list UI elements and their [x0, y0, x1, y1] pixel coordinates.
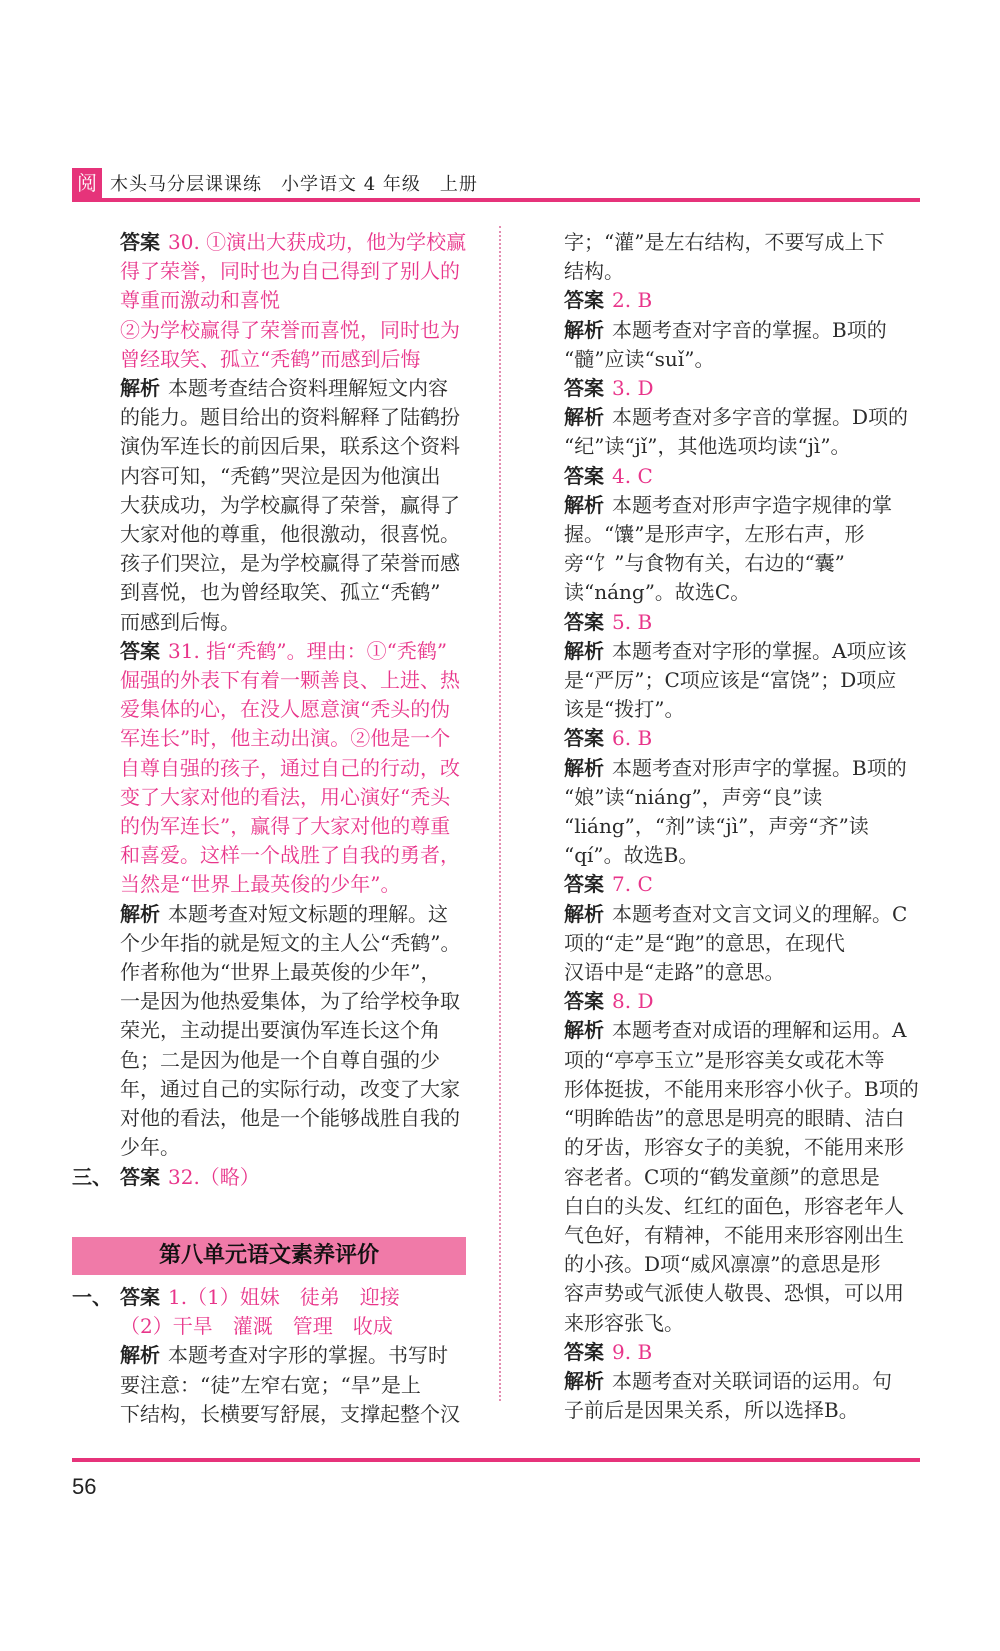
text-line: 要注意：“徒”左窄右宽；“旱”是上: [120, 1372, 421, 1397]
answer-label: 答案: [120, 1285, 160, 1309]
text-line: 字；“灌”是左右结构，不要写成上下: [564, 230, 885, 254]
analysis-label: 解析: [120, 376, 160, 401]
analysis-label: 解析: [564, 901, 604, 926]
line-text: 5. B: [612, 609, 653, 634]
text-line: 容老者。C项的“鹤发童颜”的意思是: [564, 1164, 880, 1189]
text-line: 曾经取笑、孤立“秃鹤”而感到后悔: [120, 346, 421, 371]
text-line: 个少年指的就是短文的主人公“秃鹤”。: [120, 930, 461, 955]
text-line: 作者称他为“世界上最英俊的少年”，: [120, 960, 441, 985]
text-line: 项的“走”是“跑”的意思，在现代: [564, 930, 845, 955]
header-rule: [72, 198, 920, 202]
line-text: 本题考查对字形的掌握。书写时: [168, 1343, 448, 1368]
text-line: 大家对他的尊重，他很激动，很喜悦。: [120, 522, 460, 547]
analysis-label: 解析: [564, 755, 604, 780]
text-line: [72, 1283, 472, 1312]
line-text: 31. 指“秃鹤”。理由：①“秃鹤”: [168, 638, 448, 663]
text-line: 项的“亭亭玉立”是形容美女或花木等: [564, 1047, 885, 1072]
text-line: [564, 491, 920, 520]
answer-label: 答案: [564, 726, 604, 751]
text-line: 内容可知，“秃鹤”哭泣是因为他演出: [120, 463, 441, 488]
text-line: [564, 374, 920, 403]
line-text: 本题考查对字音的掌握。B项的: [612, 317, 887, 342]
line-text: 1.（1）姐妹 徒弟 迎接: [168, 1285, 400, 1309]
text-line: [564, 900, 920, 929]
text-line: [564, 462, 920, 491]
line-text: 本题考查对形声字的掌握。B项的: [612, 755, 907, 780]
text-line: 荣光，主动提出要演伪军连长这个角: [120, 1018, 440, 1043]
analysis-label: 解析: [564, 1368, 604, 1393]
text-line: “纪”读“jǐ”，其他选项均读“jì”。: [564, 434, 851, 459]
text-line: [564, 1016, 920, 1045]
line-text: 2. B: [612, 288, 653, 313]
footer-rule: [72, 1458, 920, 1462]
answer-label: 答案: [564, 989, 604, 1014]
text-line: [564, 870, 920, 899]
text-line: [564, 608, 920, 637]
line-text: 32.（略）: [168, 1164, 260, 1189]
text-line: 和喜爱。这样一个战胜了自我的勇者，: [120, 843, 460, 868]
text-line: [564, 987, 920, 1016]
answer-label: 答案: [120, 230, 160, 254]
analysis-label: 解析: [564, 492, 604, 517]
text-line: 对他的看法，他是一个能够战胜自我的: [120, 1106, 460, 1131]
analysis-label: 解析: [120, 901, 160, 926]
text-line: 变了大家对他的看法，用心演好“秃头: [120, 784, 451, 809]
text-line: 形体挺拔，不能用来形容小伙子。B项的: [564, 1076, 919, 1101]
line-text: 30. ①演出大获成功，他为学校赢: [168, 230, 467, 254]
text-line: [72, 1163, 472, 1192]
book-title: 木头马分层课课练 小学语文 4 年级 上册: [110, 174, 478, 195]
text-line: 自尊自强的孩子，通过自己的行动，改: [120, 755, 460, 780]
line-text: 本题考查对多字音的掌握。D项的: [612, 405, 909, 430]
text-line: 下结构，长横要写舒展，支撑起整个汉: [120, 1401, 460, 1426]
page-number: 56: [72, 1474, 97, 1499]
line-text: 3. D: [612, 376, 654, 401]
text-line: 握。“馕”是形声字，左形右声，形: [564, 522, 865, 547]
text-line: 年，通过自己的实际行动，改变了大家: [120, 1076, 460, 1101]
text-line: “娘”读“niáng”，声旁“良”读: [564, 784, 823, 809]
text-line: 大获成功，为学校赢得了荣誉，赢得了: [120, 492, 460, 517]
line-text: 本题考查结合资料理解短文内容: [168, 376, 448, 401]
answer-label: 答案: [564, 1339, 604, 1364]
text-line: 白白的头发、红红的面色，形容老年人: [564, 1193, 904, 1218]
unit-banner: 第八单元语文素养评价: [72, 1237, 466, 1275]
answer-label: 答案: [564, 872, 604, 897]
text-line: 该是“拨打”。: [564, 697, 685, 722]
column-divider: [499, 226, 501, 1401]
analysis-label: 解析: [564, 1018, 604, 1043]
text-line: 爱集体的心，在没人愿意演“秃头的伪: [120, 697, 451, 722]
answer-label: 答案: [120, 1164, 160, 1189]
text-line: [72, 637, 472, 666]
answer-label: 答案: [564, 609, 604, 634]
text-line: [72, 900, 472, 929]
text-line: 一是因为他热爱集体，为了给学校争取: [120, 989, 460, 1014]
analysis-label: 解析: [564, 638, 604, 663]
section-prefix: 一、: [72, 1285, 112, 1309]
line-text: 8. D: [612, 989, 654, 1014]
text-line: 少年。: [120, 1135, 180, 1160]
text-line: 汉语中是“走路”的意思。: [564, 960, 785, 985]
answer-label: 答案: [120, 638, 160, 663]
text-line: 的伪军连长”，赢得了大家对他的尊重: [120, 814, 451, 839]
answer-label: 答案: [564, 288, 604, 313]
left-column: [72, 228, 472, 1192]
text-line: [564, 316, 920, 345]
text-line: 尊重而激动和喜悦: [120, 288, 280, 313]
line-text: 4. C: [612, 463, 653, 488]
text-line: [564, 1367, 920, 1396]
line-text: 7. C: [612, 872, 653, 897]
text-line: [564, 1338, 920, 1367]
text-line: [564, 754, 920, 783]
text-line: 旁“饣”与食物有关，右边的“囊”: [564, 551, 845, 576]
text-line: 倔强的外表下有着一颗善良、上进、热: [120, 668, 460, 693]
book-logo-icon: 阅: [72, 168, 102, 198]
line-text: 本题考查对关联词语的运用。句: [612, 1368, 892, 1393]
section-one: [72, 1283, 472, 1429]
answer-label: 答案: [564, 376, 604, 401]
text-line: 而感到后悔。: [120, 609, 240, 634]
line-text: 9. B: [612, 1339, 653, 1364]
text-line: [72, 228, 472, 257]
answer-label: 答案: [564, 463, 604, 488]
text-line: “明眸皓齿”的意思是明亮的眼睛、洁白: [564, 1106, 905, 1131]
text-line: 孩子们哭泣，是为学校赢得了荣誉而感: [120, 551, 460, 576]
text-line: 结构。: [564, 259, 624, 284]
text-line: [564, 637, 920, 666]
text-line: 的牙齿，形容女子的美貌，不能用来形: [564, 1135, 904, 1160]
analysis-label: 解析: [120, 1343, 160, 1368]
text-line: 容声势或气派使人敬畏、恐惧，可以用: [564, 1281, 904, 1306]
text-line: 气色好，有精神，不能用来形容刚出生: [564, 1222, 904, 1247]
text-line: 的小孩。D项“威风凛凛”的意思是形: [564, 1252, 881, 1277]
text-line: 得了荣誉，同时也为自己得到了别人的: [120, 259, 460, 284]
text-line: [564, 724, 920, 753]
right-column: [564, 228, 920, 1425]
line-text: 本题考查对文言文词义的理解。C: [612, 901, 908, 926]
page-header: [72, 168, 920, 198]
line-text: 本题考查对字形的掌握。A项应该: [612, 638, 907, 663]
text-line: “髓”应读“suǐ”。: [564, 346, 715, 371]
text-line: [72, 374, 472, 403]
text-line: 来形容张飞。: [564, 1310, 684, 1335]
text-line: [564, 286, 920, 315]
text-line: ②为学校赢得了荣誉而喜悦，同时也为: [120, 317, 460, 342]
text-line: 到喜悦，也为曾经取笑、孤立“秃鹤”: [120, 580, 441, 605]
text-line: 是“严厉”；C项应该是“富饶”；D项应: [564, 668, 897, 693]
text-line: 当然是“世界上最英俊的少年”。: [120, 872, 401, 897]
text-line: 读“náng”。故选C。: [564, 580, 751, 605]
text-line: “qí”。故选B。: [564, 843, 699, 868]
text-line: 军连长”时，他主动出演。②他是一个: [120, 726, 451, 751]
text-line: 子前后是因果关系，所以选择B。: [564, 1398, 859, 1423]
line-text: 本题考查对成语的理解和运用。A: [612, 1018, 907, 1043]
text-line: “liáng”，“剂”读“jì”，声旁“齐”读: [564, 814, 869, 839]
line-text: 本题考查对形声字造字规律的掌: [612, 492, 892, 517]
line-text: 6. B: [612, 726, 653, 751]
line-text: 本题考查对短文标题的理解。这: [168, 901, 448, 926]
text-line: [72, 1341, 472, 1370]
text-line: 的能力。题目给出的资料解释了陆鹤扮: [120, 405, 460, 430]
section-prefix: 三、: [72, 1164, 112, 1189]
analysis-label: 解析: [564, 405, 604, 430]
text-line: 色；二是因为他是一个自尊自强的少: [120, 1047, 440, 1072]
text-line: （2）干旱 灌溉 管理 收成: [120, 1314, 393, 1339]
analysis-label: 解析: [564, 317, 604, 342]
text-line: [564, 403, 920, 432]
text-line: 演伪军连长的前因后果，联系这个资料: [120, 434, 460, 459]
